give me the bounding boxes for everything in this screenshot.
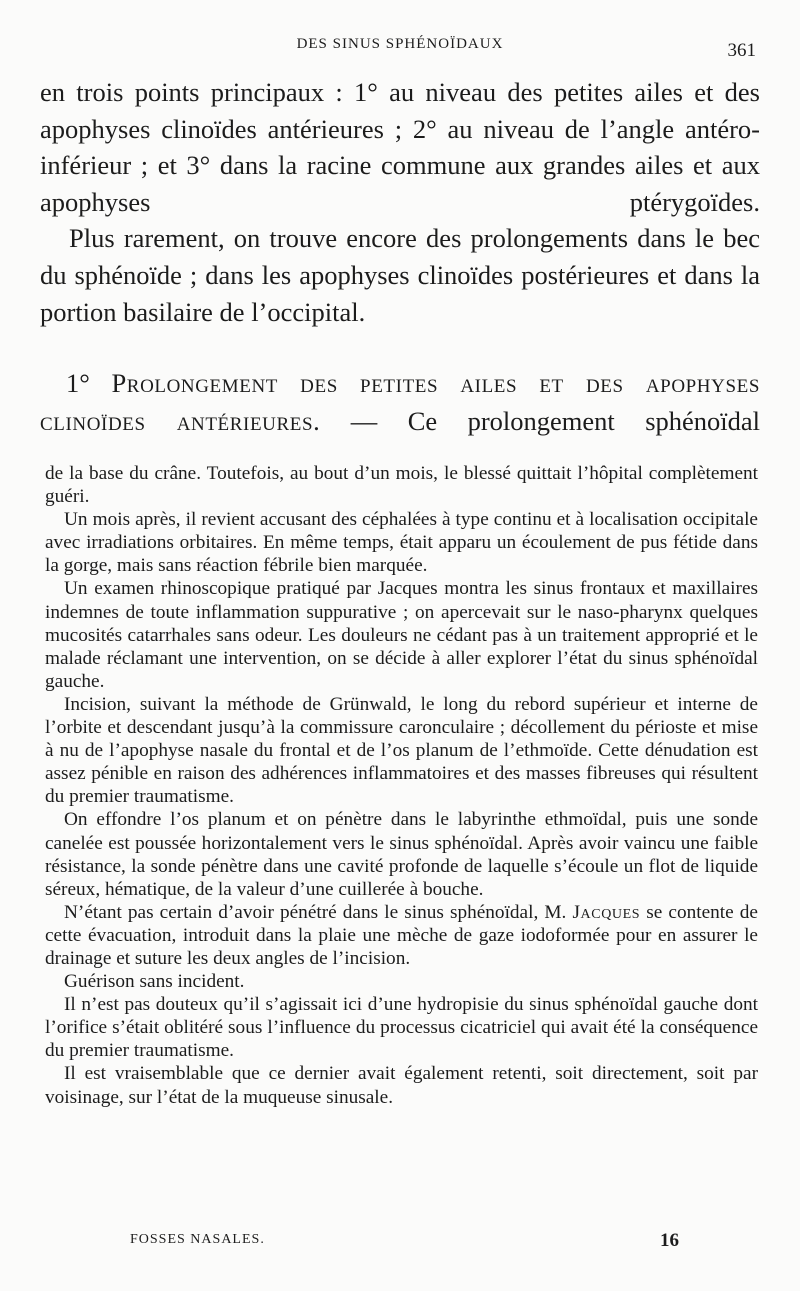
case-paragraph: On effondre l’os planum et on pénètre dans le labyrinthe ethmoïdal, puis une sonde canelée est poussée horizontalement vers le sinus sphénoïdal. Après avoir vaincu une faible résistance, la sonde pénètre dans une cavité profonde de laquelle s’écoule un flot de liquide séreux, hématique, de la valeur d’une cuillerée à bouche. (45, 809, 758, 900)
page-header (40, 36, 760, 60)
section-number: 1° (66, 368, 90, 398)
signature-mark: 16 (660, 1230, 679, 1251)
footer-label: FOSSES NASALES. (130, 1232, 265, 1247)
paragraph-intro-continuation: en trois points principaux : 1° au niveau des petites ailes et des apophyses clinoïdes antérieures ; 2° au niveau de l’angle antéro-inférieur ; et 3° dans la racine commune aux grandes ailes et aux apophyses ptérygoïdes. (40, 77, 760, 217)
section-heading-line-2 (40, 402, 760, 440)
section-title-part-1: Prolongement des petites ailes et des apophyses (111, 368, 760, 398)
case-report-text (45, 462, 758, 1109)
case-paragraph-part: N’étant pas certain d’avoir pénétré dans le sinus sphénoïdal, M. (64, 901, 567, 923)
page-footer (130, 1232, 690, 1256)
section-heading (40, 364, 760, 440)
running-head: DES SINUS SPHÉNOÏDAUX (296, 36, 504, 52)
case-paragraph: Un examen rhinoscopique pratiqué par Jacques montra les sinus frontaux et maxillaires indemnes de toute inflammation suppurative ; on apercevait sur le naso-pharynx quelques mucosités catarrhales sans odeur. Les douleurs ne cédant pas à un traitement approprié et le malade réclamant une intervention, on se décide à aller explorer l’état du sinus sphénoïdal gauche. (45, 578, 758, 692)
section-heading-line-1 (40, 364, 760, 402)
case-paragraph: Il est vraisemblable que ce dernier avait également retenti, soit directement, soit par voisinage, sur l’état de la muqueuse sinusale. (45, 1063, 758, 1108)
author-name: Jacques (572, 901, 641, 923)
case-paragraph: Incision, suivant la méthode de Grünwald, le long du rebord supérieur et interne de l’orbite et descendant jusqu’à la commissure caronculaire ; décollement du périoste et mise à nu de l’apophyse nasale du frontal et de l’os planum de l’ethmoïde. Cette dénudation est assez pénible en raison des adhérences inflammatoires et des masses fibreuses qui résultent du premier traumatisme. (45, 693, 758, 808)
case-paragraph: de la base du crâne. Toutefois, au bout d’un mois, le blessé quittait l’hôpital complètement guéri. (45, 463, 758, 508)
paragraph-rare-extensions: Plus rarement, on trouve encore des prolongements dans le bec du sphénoïde ; dans les apophyses clinoïdes postérieures et dans la portion basilaire de l’occipital. (40, 223, 760, 327)
case-paragraph: Guérison sans incident. (64, 971, 245, 993)
section-dash: — (350, 406, 378, 436)
case-paragraph: Il n’est pas douteux qu’il s’agissait ici d’une hydropisie du sinus sphénoïdal gauche dont l’orifice s’était oblitéré sous l’influence du processus cicatriciel qui avait été la conséquence du premier traumatisme. (45, 994, 758, 1062)
section-title-part-2: clinoïdes antérieures. (40, 406, 321, 436)
main-text-large (40, 74, 760, 330)
case-paragraph (45, 901, 758, 970)
case-paragraph: Un mois après, il revient accusant des céphalées à type continu et à localisation occipitale avec irradiations orbitaires. En même temps, était apparu un écoulement de pus fétide dans la gorge, mais sans réaction fébrile bien marquée. (45, 509, 758, 577)
section-text-start: Ce prolongement sphénoïdal (407, 406, 761, 436)
case-paragraph-part: se contente de cette évacuation, introduit dans la plaie une mèche de gaze iodoformée pour en assurer le drainage et suture les deux angles de l’incision. (45, 901, 758, 969)
page-number: 361 (727, 40, 756, 61)
